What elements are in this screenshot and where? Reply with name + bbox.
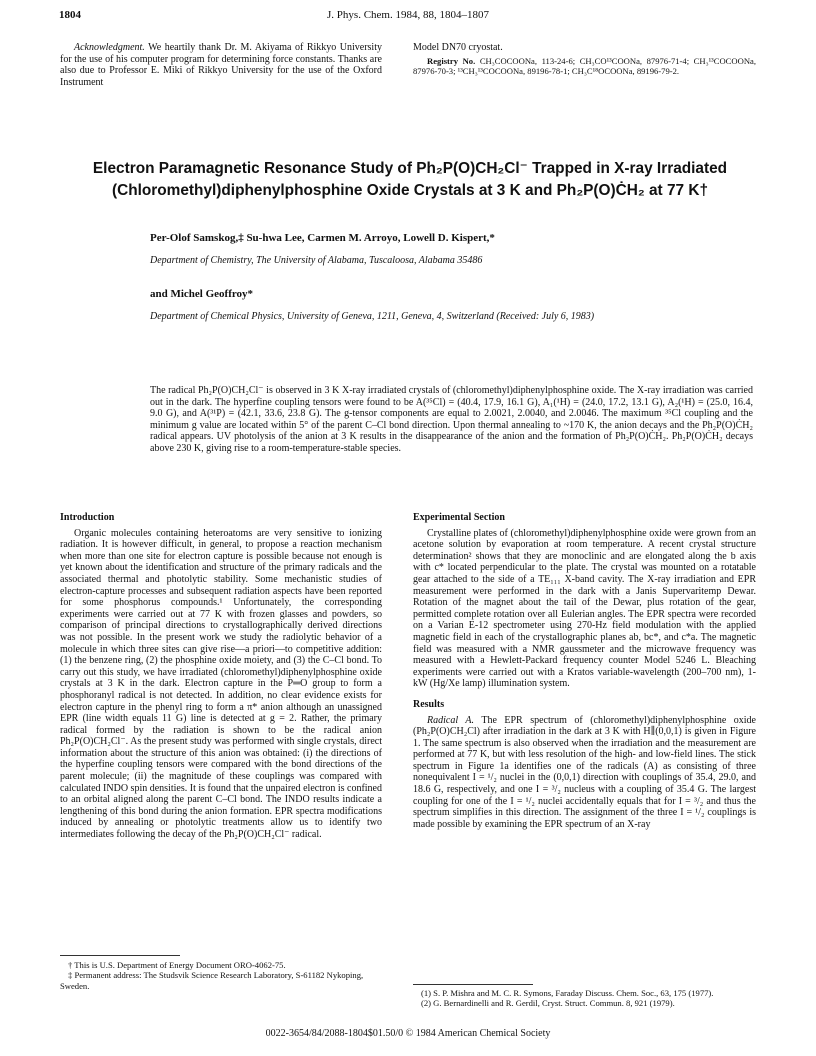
running-header: J. Phys. Chem. 1984, 88, 1804–1807 (327, 9, 489, 21)
footnote-rule-right (413, 984, 533, 985)
footnote-dagger: † This is U.S. Department of Energy Document ORO-4062-75. (68, 960, 286, 970)
registry-label: Registry No. (427, 55, 476, 66)
acknowledgment-block (60, 42, 382, 88)
footnotes-left (60, 960, 382, 991)
title-line-2: (Chloromethyl)diphenylphosphine Oxide Crystals at 3 K and Ph₂P(O)ĊH₂ at 77 K† (111, 182, 709, 199)
reference-2: (2) G. Bernardinelli and R. Gerdil, Cryst. Struct. Commun. 8, 921 (1979). (421, 998, 675, 1009)
experimental-text: Crystalline plates of (chloromethyl)diphenylphosphine oxide were grown from an acetone solution by evaporation at room temperature. A recent crystal structure determination² shows that they are monoclinic and are elongated along the b axis with c* located perpendicular to the plate. The crystal was mounted on a rotatable gear attached to the side of a TE₁₁₁ X-band cavity. The X-ray irradiation and EPR measurement were performed in the dark with a Janis Supervaritemp Dewar. Rotation of the magnet about the tail of the Dewar, plus rotation of the gear, permitted complete rotation over all Eulerian angles. The EPR spectra were recorded on a Varian E-12 spectrometer using 270-Hz field modulation with the applied magnetic field in each of the crystallographic planes ab, bc*, and c*a. The magnetic field was measured with a NMR gaussmeter and the microwave frequency was measured with a Hewlett-Packard frequency counter Model 5246 L. Bleaching experiments were carried out with a Kratos variable-wavelength (200–700 nm), 1-kW (Hg/Xe lamp) illumination system. (413, 527, 756, 690)
results-lead: Radical A. (427, 714, 475, 726)
abstract: The radical Ph₂P(O)CH₂Cl⁻ is observed in 3 K X-ray irradiated crystals of (chloromethyl)diphenylphosphine oxide. The X-ray irradiation was carried out in the dark. The hyperfine coupling tensors were found to be A(³⁵Cl) = (40.4, 17.9, 16.1 G), A₁(¹H) = (24.0, 17.2, 13.1 G), A₂(¹H) = (25.0, 16.4, 9.0 G), and A(³¹P) = (42.1, 33.6, 23.8 G). The g-tensor components are equal to 2.0021, 2.0040, and 2.0046. The maximum ³⁵Cl coupling and the minimum g value are located within 5° of the parent C–Cl bond direction. Upon thermal annealing to ~170 K, the anion decays and the Ph₂P(O)ĊH₂ radical appears. UV photolysis of the anion at 3 K results in the disappearance of the anion and the formation of Ph₂P(O)ĊH₂. Ph₂P(O)ĊH₂ decays above 230 K, giving rise to a room-temperature-stable species. (150, 385, 753, 454)
registry-block (413, 42, 756, 76)
section-heading-results: Results (413, 698, 445, 710)
authors-line-1: Per-Olof Samskog,‡ Su-hwa Lee, Carmen M. Arroyo, Lowell D. Kispert,* (150, 232, 495, 244)
registry-text: CH₃COCOONa, 113-24-6; CH₃CO¹³COONa, 87976-71-4; CH₃¹³COCOONa, 87976-70-3; ¹³CH₃¹³COCOONa, 89196-78-1; CH₃C¹⁸OCOONa, 89196-79-2. (413, 55, 756, 76)
authors-line-2: and Michel Geoffroy* (150, 288, 254, 300)
section-heading-introduction: Introduction (60, 512, 115, 523)
footnote-rule-left (60, 955, 180, 956)
affiliation-1: Department of Chemistry, The University of Alabama, Tuscaloosa, Alabama 35486 (150, 255, 483, 266)
title-line-1: Electron Paramagnetic Resonance Study of Ph₂P(O)CH₂Cl⁻ Trapped in X-ray Irradiated (92, 160, 728, 177)
footnote-double-dagger: ‡ Permanent address: The Studsvik Science Research Laboratory, S-61182 Nykoping, Sweden. (60, 970, 364, 991)
results-text: The EPR spectrum of (chloromethyl)diphenylphosphine oxide (Ph₂P(O)CH₂Cl) after irradiation in the dark at 3 K with H∥(0,0,1) is given in Figure 1. The same spectrum is also observed when the irradiation and the measurement are performed at 77 K, but with less resolution of the high- and low-field lines. The stick spectrum in Figure 1a identifies one of the radicals (A) as consisting of three nonequivalent I = ¹/₂ nuclei in the (0,0,1) direction with couplings of 35.4, 29.0, and 18.6 G, respectively, and one I = ³/₂ nucleus with a coupling of 35.4 G. The largest coupling for one of the I = ¹/₂ nuclei accidentally equals that for I = ³/₂ and thus the spectrum simplifies in this direction. The assignment of the three I = ¹/₂ couplings is made possible by examining the EPR spectrum of an X-ray (413, 714, 756, 830)
article-title (60, 158, 760, 202)
right-column (413, 512, 756, 830)
section-heading-experimental: Experimental Section (413, 512, 505, 523)
copyright-line: 0022-3654/84/2088-1804$01.50/0 © 1984 American Chemical Society (265, 1028, 551, 1039)
affiliation-2: Department of Chemical Physics, University of Geneva, 1211, Geneva, 4, Switzerland (Received: July 6, 1983) (150, 311, 595, 322)
left-column (60, 512, 382, 841)
acknowledgment-text: We heartily thank Dr. M. Akiyama of Rikkyo University for the use of his computer program for determining force constants. Thanks are also due to Professor E. Miki of Rikkyo University for the use of the Oxford Instrument (60, 42, 382, 88)
reference-1: (1) S. P. Mishra and M. C. R. Symons, Faraday Discuss. Chem. Soc., 63, 175 (1977). (421, 988, 714, 998)
page-number: 1804 (59, 9, 81, 21)
acknowledgment-lead: Acknowledgment. (74, 42, 145, 53)
footnotes-right (413, 988, 756, 1009)
introduction-text: Organic molecules containing heteroatoms are very sensitive to ionizing radiation. It is however difficult, in general, to propose a reaction mechanism when more than one site for electron capture is possible because not enough is yet known about the identification and structure of the primary radicals and the associated thermal and photolytic stability. Some mechanistic studies of electron-capture processes and subsequent radiation aspects have been reported for some phosphorus compounds.¹ Unfortunately, the corresponding experiments were carried out at 77 K with frozen glasses and powders, so comparison of principal directions to crystallographically derived directions was not possible. In the present work we study the radiolytic behavior of a molecule in which three sites can give rise—a priori—to competitive addition: (1) the benzene ring, (2) the phosphine oxide moiety, and (3) the C–Cl bond. To carry out this study, we have irradiated (chloromethyl)diphenylphosphine oxide crystals at 3 K in the dark. Electron capture in the P═O group to form a phosphoranyl radical is not detected. In addition, no clear evidence exists for electron capture in the phenyl ring to form a π* anion although an unassigned EPR (line width equals 11 G) line is detected at g = 2. Rather, the primary radical formed by the radiation is shown to be the radical anion Ph₂P(O)CH₂Cl⁻. As the present study was performed with single crystals, direct information about the structure of this anion was obtained: (i) the directions of the hyperfine coupling tensors were compared with the bond directions of the parent molecule; (ii) the magnitude of these couplings was compared with calculated INDO spin densities. It is found that the unpaired electron is confined to an orbital aligned along the parent C–Cl bond. The INDO results indicate a lengthening of this bond during the anion formation. EPR spectra modifications induced by annealing or photolytic treatments allow us to identify two intermediates following the decay of the Ph₂P(O)CH₂Cl⁻ radical. (60, 527, 382, 841)
cryostat-continuation: Model DN70 cryostat. (413, 42, 503, 53)
